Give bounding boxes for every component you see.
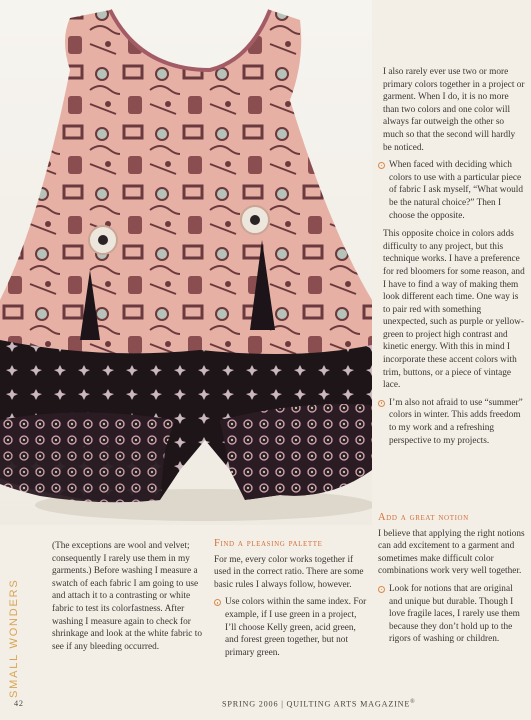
washing-paragraph: (The exceptions are wool and velvet; consequently I rarely use them in my garments.) Before washing I measure a swatch of each fabric I am going to use and attach it to a contrasting or white fabric to test its colorfastness. After washing I measure again to check for shrinkage and look at the white fabric to see if any bleeding occurred.	[52, 541, 202, 652]
bullet-text: I’m also not afraid to use “summer” colors in winter. This adds freedom to my work and a refreshing perspective to my projects.	[389, 397, 523, 446]
right-column-bottom	[378, 512, 526, 646]
bullet-icon	[214, 599, 221, 606]
palette-paragraph: For me, every color works together if used in the correct ratio. There are some basic rules I always follow, however.	[214, 554, 364, 590]
opposite-choice-paragraph: This opposite choice in colors adds difficulty to any project, but this technique works. I have a preference for red bloomers for some reason, and I have to find a way of making them look different each time. One way is to pair red with something unexpected, such as purple or yellow-green to project high contrast and kinetic energy. With this in mind I incorporate these accent colors with trim, buttons, or a piece of vintage lace.	[383, 229, 525, 391]
section-heading-notion: Add a great notion	[378, 512, 469, 523]
registered-mark: ®	[410, 699, 416, 705]
section-label: SMALL WONDERS	[8, 578, 20, 698]
bullet-natural-choice	[378, 159, 526, 222]
middle-column	[214, 538, 370, 659]
bullet-notions	[378, 583, 526, 646]
section-heading-palette: Find a pleasing palette	[214, 538, 323, 549]
notion-paragraph: I believe that applying the right notions can add excitement to a garment and sometimes make difficult color combinations work very well together.	[378, 528, 525, 577]
intro-paragraph: I also rarely ever use two or more primary colors together in a project or garment. When I do, it is no more than two colors and one color will always far outweigh the other so much so that the second will hardly be noticed.	[383, 67, 525, 153]
bullet-text: Look for notions that are original and unique but durable. Though I love fragile laces, I rarely use them because they don’t hold up to the rigors of washing or children.	[389, 583, 520, 645]
bullet-icon	[378, 162, 385, 169]
bullet-icon	[378, 586, 385, 593]
bullet-text: When faced with deciding which colors to use with a particular piece of fabric I ask myself, “What would be the natural choice?” Then I choose the opposite.	[389, 160, 523, 221]
right-column-top	[378, 66, 526, 447]
footer-issue-text: SPRING 2006 | QUILTING ARTS MAGAZINE	[222, 699, 411, 709]
bullet-text: Use colors within the same index. For example, if I use green in a project, I’ll choose Kelly green, acid green, and forest green together, but not primary green.	[225, 597, 367, 658]
left-column	[52, 540, 202, 653]
page-number: 42	[14, 699, 24, 708]
bullet-icon	[378, 400, 385, 407]
bullet-summer-colors	[378, 397, 526, 447]
bullet-color-index	[214, 596, 370, 659]
footer-issue	[222, 699, 416, 709]
